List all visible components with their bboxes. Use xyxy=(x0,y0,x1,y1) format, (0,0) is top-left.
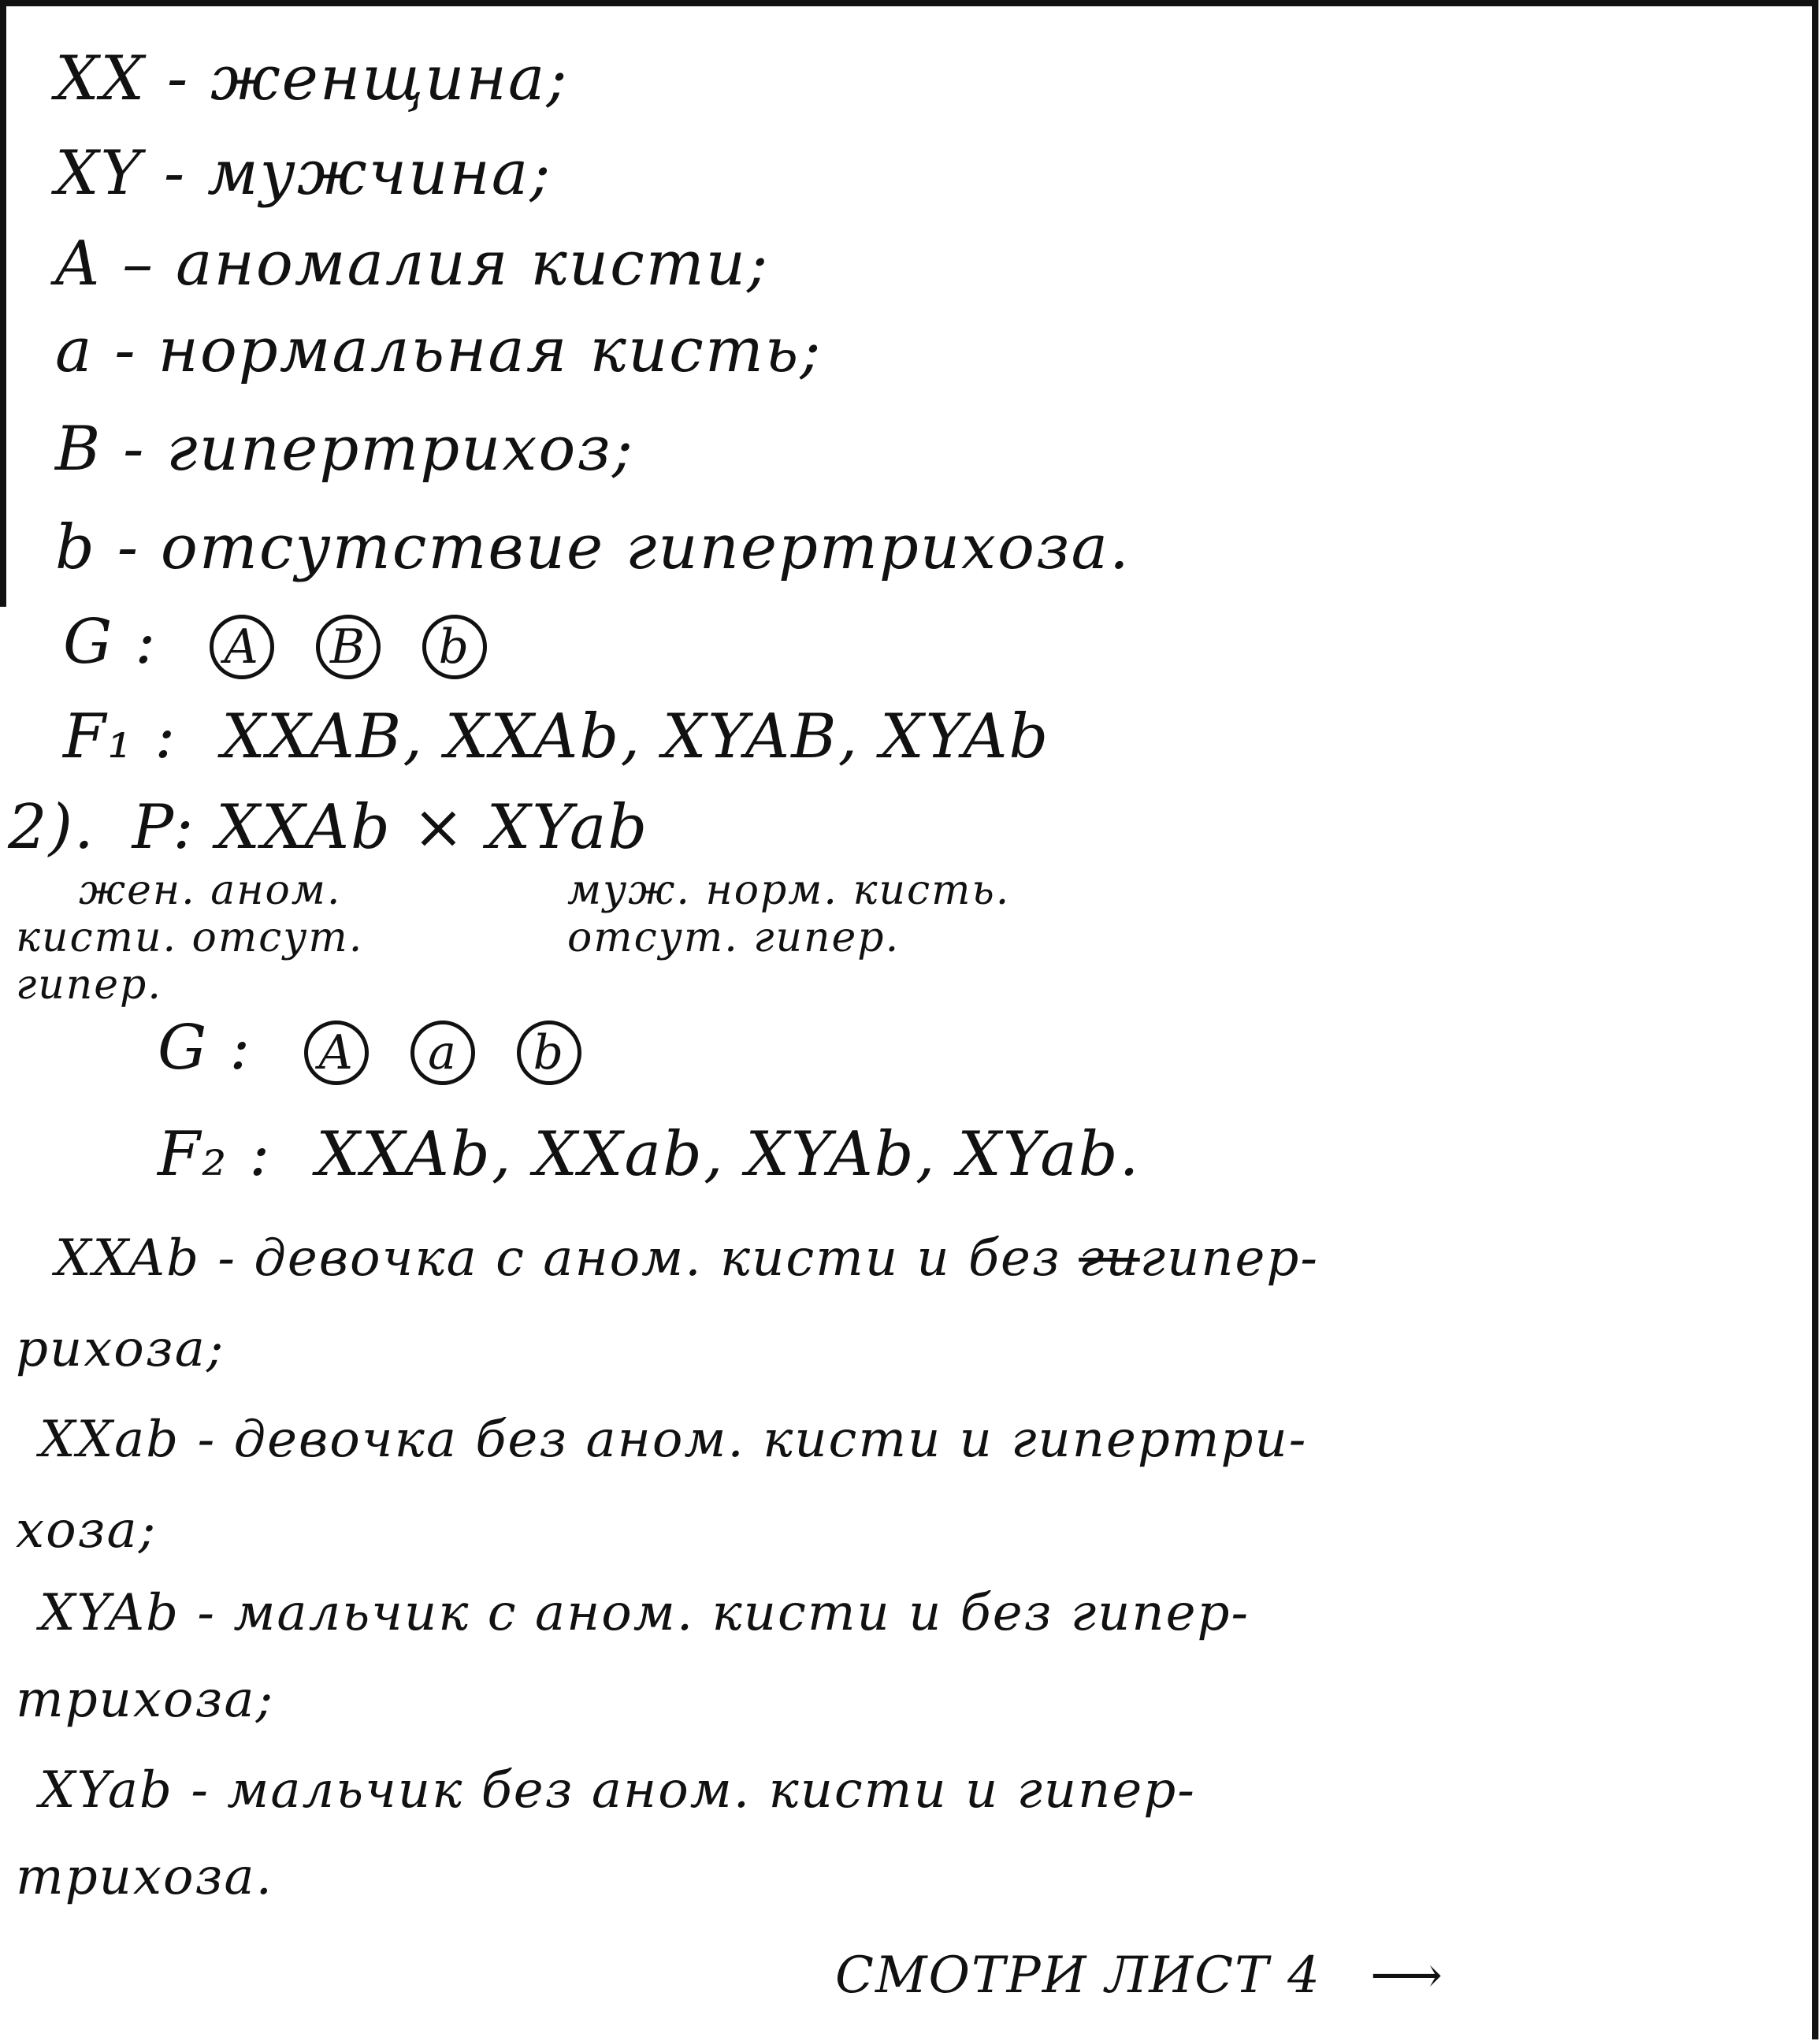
f1-label: F₁ : xyxy=(63,701,177,772)
legend-meaning: отсутствие гипертрихоза. xyxy=(160,512,1131,583)
arrow-right-icon: ⟶ xyxy=(1370,1946,1444,2005)
cross1-gametes xyxy=(63,607,507,679)
legend-symbol: B xyxy=(55,414,102,485)
gamete-circle: a xyxy=(410,1020,475,1085)
gamete-circle: b xyxy=(517,1020,581,1085)
legend-line-6: b - отсутствие гипертрихоза. xyxy=(55,512,1131,583)
f2-label: F₂ : xyxy=(158,1119,272,1190)
f1-genotypes: XXAB, XXAb, XYAB, XYAb xyxy=(221,701,1050,772)
explanation-text: гипер- xyxy=(1139,1229,1319,1288)
explanation-text: XYAb - мальчик с аном. кисти и без гипер- xyxy=(39,1584,1250,1642)
male-note-1: муж. норм. кисть. xyxy=(567,867,1011,914)
legend-line-1: XX - женщина; xyxy=(55,43,569,114)
legend-line-4: a - нормальная кисть; xyxy=(55,315,823,386)
explanation-2-line-1 xyxy=(39,1411,1307,1469)
cross2-gametes xyxy=(158,1013,602,1085)
legend-line-3: A – аномалия кисти; xyxy=(55,229,770,299)
legend-meaning: мужчина; xyxy=(206,138,552,209)
gametes-label: G : xyxy=(158,1013,252,1084)
explanation-3-line-2: трихоза; xyxy=(16,1671,275,1729)
gamete-circle: B xyxy=(316,615,381,679)
legend-symbol: XY xyxy=(55,138,143,209)
legend-symbol: b xyxy=(55,512,96,583)
legend-meaning: аномалия кисти; xyxy=(175,229,770,299)
cross2-f2 xyxy=(158,1119,1140,1190)
page-border-left xyxy=(0,0,6,607)
f2-genotypes: XXAb, XXab, XYAb, XYab. xyxy=(316,1119,1141,1190)
gamete-circle: A xyxy=(304,1020,369,1085)
legend-meaning: гипертрихоз; xyxy=(166,414,635,485)
footer-text: СМОТРИ ЛИСТ 4 xyxy=(835,1946,1321,2005)
female-note-2: кисти. отсут. xyxy=(16,914,364,961)
legend-symbol: XX xyxy=(55,43,147,114)
explanation-3-line-1 xyxy=(39,1584,1250,1642)
explanation-2-line-2: хоза; xyxy=(16,1501,158,1560)
gamete-circle: b xyxy=(422,615,487,679)
female-note-3: гипер. xyxy=(16,961,162,1009)
gametes-label: G : xyxy=(63,607,158,678)
explanation-text: XXAb - девочка с аном. кисти и без xyxy=(55,1229,1061,1288)
legend-meaning: нормальная кисть; xyxy=(158,315,823,386)
explanation-text: XYab - мальчик без аном. кисти и гипер- xyxy=(39,1761,1196,1820)
explanation-1-line-1 xyxy=(55,1229,1319,1288)
explanation-4-line-2: трихоза. xyxy=(16,1848,273,1906)
explanation-1-line-2: рихоза; xyxy=(16,1320,225,1378)
legend-symbol: a xyxy=(55,315,94,386)
legend-symbol: A xyxy=(55,229,102,299)
legend-line-5: B - гипертрихоз; xyxy=(55,414,635,485)
gamete-circle: A xyxy=(210,615,274,679)
cross2-parents xyxy=(8,792,648,863)
male-note-2: отсут. гипер. xyxy=(567,914,901,961)
explanation-text: XXab - девочка без аном. кисти и гипертри- xyxy=(39,1411,1308,1469)
legend-meaning: женщина; xyxy=(210,43,569,114)
cross2-number: 2). xyxy=(8,792,95,863)
cross2-parent-genotypes: P: XXAb × XYab xyxy=(132,792,649,863)
legend-line-2: XY - мужчина; xyxy=(55,138,552,209)
struck-text: ги xyxy=(1079,1229,1140,1288)
footer-note xyxy=(835,1946,1444,2005)
female-note-1: жен. аном. xyxy=(79,867,342,914)
explanation-4-line-1 xyxy=(39,1761,1196,1820)
cross1-f1 xyxy=(63,701,1049,772)
